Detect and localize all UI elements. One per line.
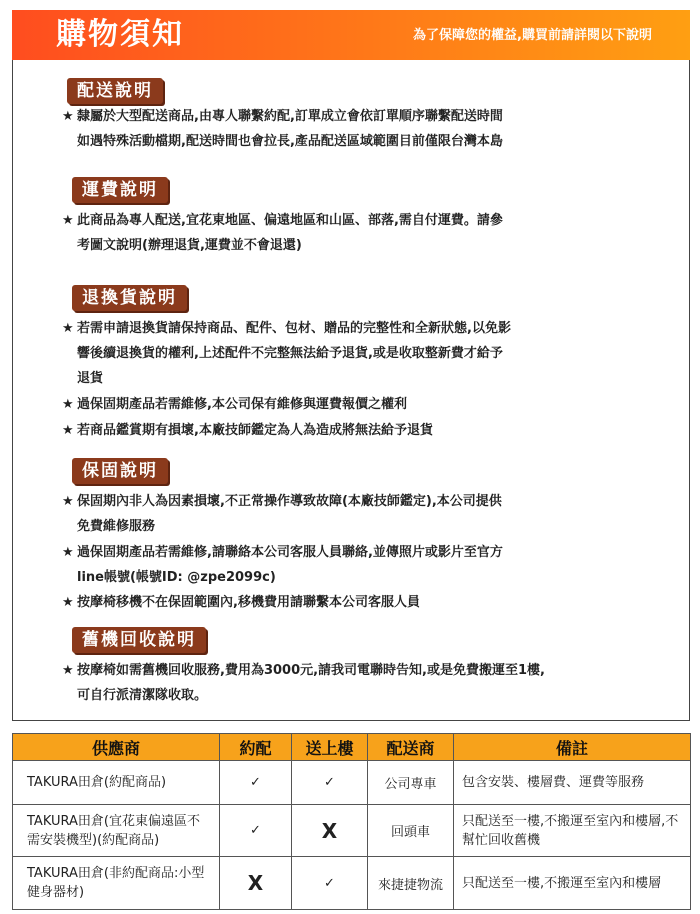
supplier-cell: TAKURA田倉(約配商品) bbox=[13, 761, 220, 805]
carrier-cell: 來捷捷物流 bbox=[368, 857, 454, 910]
table-row bbox=[13, 761, 691, 805]
star-icon: ★ bbox=[62, 397, 74, 412]
carrier-cell: 公司專車 bbox=[368, 761, 454, 805]
page-title: 購物須知 bbox=[56, 17, 184, 52]
section-title-delivery: 配送說明 bbox=[67, 78, 163, 104]
delivery-item-cont: 如遇特殊活動檔期,配送時間也會拉長,產品配送區域範圍目前僅限台灣本島 bbox=[77, 134, 503, 149]
header-upstairs: 送上樓 bbox=[292, 734, 368, 761]
star-icon: ★ bbox=[62, 494, 74, 509]
note-cell: 只配送至一樓,不搬運至室內和樓層,不幫忙回收舊機 bbox=[454, 805, 691, 857]
supplier-cell: TAKURA田倉(宜花東偏遠區不需安裝機型)(約配商品) bbox=[13, 805, 220, 857]
item-text: 若需申請退換貨請保持商品、配件、包材、贈品的完整性和全新狀態,以免影 bbox=[77, 321, 511, 336]
returns-item-cont: 退貨 bbox=[77, 371, 104, 386]
table-header-row bbox=[13, 734, 691, 761]
shipping-fee-item-cont: 考圖文說明(辦理退貨,運費並不會退還) bbox=[77, 238, 302, 253]
section-title-shipping-fee: 運費說明 bbox=[72, 177, 168, 203]
header-subtitle: 為了保障您的權益,購買前請詳閱以下說明 bbox=[413, 28, 652, 43]
star-icon: ★ bbox=[62, 423, 74, 438]
recycling-item-cont: 可自行派清潔隊收取。 bbox=[77, 688, 208, 703]
delivery-item bbox=[62, 104, 622, 129]
delivery-table bbox=[12, 733, 691, 910]
star-icon: ★ bbox=[62, 595, 74, 610]
star-icon: ★ bbox=[62, 545, 74, 560]
item-text: 按摩椅移機不在保固範圍內,移機費用請聯繫本公司客服人員 bbox=[77, 595, 420, 610]
shipping-fee-item bbox=[62, 208, 622, 233]
warranty-item-cont: 免費維修服務 bbox=[77, 519, 156, 534]
note-cell: 包含安裝、樓層費、運費等服務 bbox=[454, 761, 691, 805]
star-icon: ★ bbox=[62, 213, 74, 228]
item-text: 保固期內非人為因素損壞,不正常操作導致故障(本廠技師鑑定),本公司提供 bbox=[77, 494, 502, 509]
item-text: 按摩椅如需舊機回收服務,費用為3000元,請我司電聯時告知,或是免費搬運至1樓, bbox=[77, 663, 545, 678]
section-title-recycling: 舊機回收說明 bbox=[72, 627, 206, 653]
returns-item-cont: 響後續退換貨的權利,上述配件不完整無法給予退貨,或是收取整新費才給予 bbox=[77, 346, 503, 361]
cross-icon: X bbox=[220, 857, 292, 910]
section-title-warranty: 保固說明 bbox=[72, 458, 168, 484]
item-text: 隸屬於大型配送商品,由專人聯繫約配,訂單成立會依訂單順序聯繫配送時間 bbox=[77, 109, 503, 124]
supplier-cell: TAKURA田倉(非約配商品:小型健身器材) bbox=[13, 857, 220, 910]
returns-item bbox=[62, 418, 622, 443]
returns-item bbox=[62, 316, 622, 341]
header-banner bbox=[12, 10, 690, 60]
item-text: 此商品為專人配送,宜花東地區、偏遠地區和山區、部落,需自付運費。請參 bbox=[77, 213, 503, 228]
cross-icon: X bbox=[292, 805, 368, 857]
table-row bbox=[13, 857, 691, 910]
warranty-item bbox=[62, 489, 622, 514]
header-appointment: 約配 bbox=[220, 734, 292, 761]
carrier-cell: 回頭車 bbox=[368, 805, 454, 857]
star-icon: ★ bbox=[62, 663, 74, 678]
star-icon: ★ bbox=[62, 109, 74, 124]
item-text: 過保固期產品若需維修,本公司保有維修與運費報價之權利 bbox=[77, 397, 407, 412]
item-text: 過保固期產品若需維修,請聯絡本公司客服人員聯絡,並傳照片或影片至官方 bbox=[77, 545, 503, 560]
header-supplier: 供應商 bbox=[13, 734, 220, 761]
item-text: 若商品鑑賞期有損壞,本廠技師鑑定為人為造成將無法給予退貨 bbox=[77, 423, 433, 438]
warranty-item bbox=[62, 590, 622, 615]
header-carrier: 配送商 bbox=[368, 734, 454, 761]
returns-item bbox=[62, 392, 622, 417]
warranty-item bbox=[62, 540, 622, 565]
header-note: 備註 bbox=[454, 734, 691, 761]
warranty-item-cont: line帳號(帳號ID: @zpe2099c) bbox=[77, 570, 276, 585]
check-icon: ✓ bbox=[220, 761, 292, 805]
star-icon: ★ bbox=[62, 321, 74, 336]
section-title-returns: 退換貨說明 bbox=[72, 285, 187, 311]
note-cell: 只配送至一樓,不搬運至室內和樓層 bbox=[454, 857, 691, 910]
recycling-item bbox=[62, 658, 652, 683]
table-row bbox=[13, 805, 691, 857]
check-icon: ✓ bbox=[220, 805, 292, 857]
check-icon: ✓ bbox=[292, 761, 368, 805]
check-icon: ✓ bbox=[292, 857, 368, 910]
